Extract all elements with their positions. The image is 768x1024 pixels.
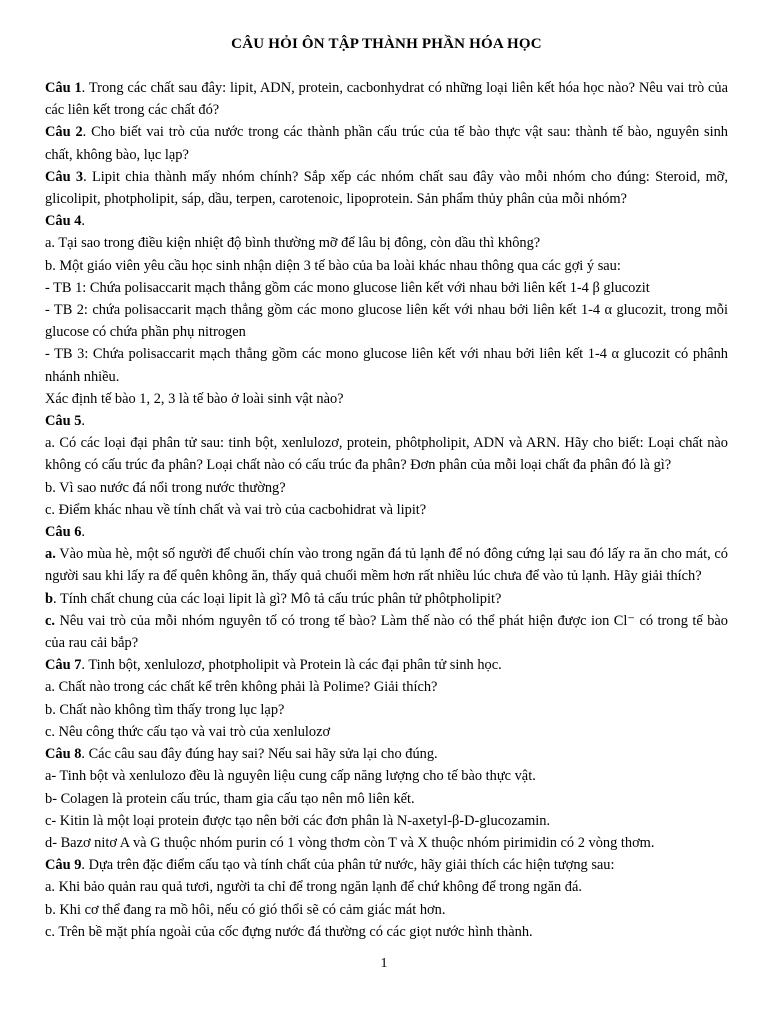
line-text: d- Bazơ nitơ A và G thuộc nhóm purin có 1 vòng thơm còn T và X thuộc nhóm pirimidin có 2 vòng thơm. [45, 834, 655, 851]
question-label: Câu 1 [45, 80, 82, 96]
line-text: b- Colagen là protein cấu trúc, tham gia cấu tạo nên mô liên kết. [45, 790, 415, 807]
line-text: a. Chất nào trong các chất kể trên không phải là Polime? Giải thích? [45, 679, 438, 696]
line-text: . Tính chất chung của các loại lipit là gì? Mô tả cấu trúc phân tử phôtpholipit? [53, 590, 502, 607]
question-list [45, 77, 728, 943]
text-line [45, 876, 728, 898]
line-text: a. Tại sao trong điều kiện nhiệt độ bình thường mỡ để lâu bị đông, còn dầu thì không? [45, 235, 541, 252]
text-line [45, 232, 728, 254]
text-line [45, 676, 728, 698]
line-text: . Tinh bột, xenlulozơ, photpholipit và Protein là các đại phân tử sinh học. [81, 657, 502, 674]
line-text: . Lipit chia thành mấy nhóm chính? Sắp xếp các nhóm chất sau đây vào mỗi nhóm cho đúng: Steroid, mỡ, glicolipit, photpholipit, sáp, dầu, terpen, carotenoic, lipoprotein. Sản phẩm thủy phân của mỗi nhóm? [45, 168, 728, 208]
line-text: a. Có các loại đại phân tử sau: tinh bột, xenlulozơ, protein, phôtpholipit, ADN và ARN. Hãy cho biết: Loại chất nào không có cấu trúc đa phân? Loại chất nào có cấu trúc đa phân? Đơn phân của mỗi loại chất đa phân đó là gì? [45, 435, 728, 474]
line-text: b. Một giáo viên yêu cầu học sinh nhận diện 3 tế bào của ba loài khác nhau thông qua các gợi ý sau: [45, 257, 621, 274]
line-text: - TB 2: chứa polisaccarit mạch thẳng gồm các mono glucose liên kết với nhau bởi liên kết 1-4 α glucozit, trong mỗi glucose có chứa phần phụ nitrogen [45, 302, 728, 341]
question-label: Câu 4 [45, 213, 82, 230]
question-label: a. [45, 546, 56, 563]
question-label: c. [45, 612, 55, 629]
text-line [45, 588, 728, 610]
page-number: 1 [380, 956, 388, 971]
question-label: b [45, 590, 54, 607]
text-line [45, 410, 728, 432]
page-title: CÂU HỎI ÔN TẬP THÀNH PHẦN HÓA HỌC [231, 36, 542, 52]
line-text: c. Trên bề mặt phía ngoài của cốc đựng nước đá thường có các giọt nước hình thành. [45, 923, 533, 940]
text-line [45, 832, 728, 854]
text-line [45, 743, 728, 765]
text-line [45, 921, 728, 943]
text-line [45, 77, 728, 121]
line-text: . [81, 213, 85, 230]
line-text: . [81, 413, 85, 430]
line-text: b. Chất nào không tìm thấy trong lục lạp? [45, 701, 285, 718]
text-line [45, 388, 728, 410]
question-label: Câu 9 [45, 857, 82, 874]
line-text: a- Tinh bột và xenlulozo đều là nguyên liệu cung cấp năng lượng cho tế bào thực vật. [45, 768, 536, 785]
text-line [45, 810, 728, 832]
line-text: . Dựa trên đặc điểm cấu tạo và tính chất của phân tử nước, hãy giải thích các hiện tượng sau: [81, 857, 615, 874]
text-line [45, 432, 728, 476]
text-line [45, 765, 728, 787]
text-line [45, 477, 728, 499]
question-label: Câu 5 [45, 413, 82, 430]
text-line [45, 543, 728, 587]
text-line [45, 654, 728, 676]
line-text: a. Khi bảo quản rau quả tươi, người ta chỉ để trong ngăn lạnh để chứ không để trong ngăn đá. [45, 879, 582, 896]
text-line [45, 699, 728, 721]
line-text: b. Khi cơ thể đang ra mồ hôi, nếu có gió thổi sẽ có cảm giác mát hơn. [45, 901, 446, 918]
line-text: - TB 3: Chứa polisaccarit mạch thẳng gồm các mono glucose liên kết với nhau bởi liên kết 1-4 α glucozit có phânh nhánh nhiều. [45, 346, 728, 385]
text-line [45, 166, 728, 210]
question-label: Câu 8 [45, 746, 82, 763]
line-text: . [81, 524, 85, 541]
text-line [45, 255, 728, 277]
text-line [45, 210, 728, 232]
text-line [45, 788, 728, 810]
line-text: . Các câu sau đây đúng hay sai? Nếu sai hãy sửa lại cho đúng. [81, 746, 438, 763]
text-line [45, 899, 728, 921]
line-text: . Cho biết vai trò của nước trong các thành phần cấu trúc của tế bào thực vật sau: thành tế bào, nguyên sinh chất, không bào, lục lạp? [45, 124, 728, 163]
text-line [45, 343, 728, 387]
text-line [45, 610, 728, 654]
line-text: c. Điểm khác nhau về tính chất và vai trò của cacbohidrat và lipit? [45, 501, 427, 518]
line-text: c. Nêu công thức cấu tạo và vai trò của xenlulozơ [45, 723, 331, 740]
text-line [45, 499, 728, 521]
text-line [45, 854, 728, 876]
question-label: Câu 7 [45, 657, 82, 674]
question-label: Câu 2 [45, 124, 83, 141]
line-text: Nêu vai trò của mỗi nhóm nguyên tố có trong tế bào? Làm thế nào có thể phát hiện được ion Cl⁻ có trong tế bào của rau cải bắp? [45, 612, 728, 652]
line-text: b. Vì sao nước đá nổi trong nước thường? [45, 479, 286, 496]
line-text: c- Kitin là một loại protein được tạo nên bởi các đơn phân là N-axetyl-β-D-glucozamin. [45, 812, 551, 829]
line-text: - TB 1: Chứa polisaccarit mạch thẳng gồm các mono glucose liên kết với nhau bởi liên kết 1-4 β glucozit [45, 279, 650, 296]
line-text: Vào mùa hè, một số người để chuối chín vào trong ngăn đá tủ lạnh để nó đông cứng lại sau đó lấy ra ăn cho mát, có người sau khi lấy ra để quên không ăn, thấy quả chuối mềm hơn rất nhiều lúc chưa để vào tủ lạnh. Hãy giải thích? [45, 546, 728, 585]
line-text: Xác định tế bào 1, 2, 3 là tế bào ở loài sinh vật nào? [45, 390, 344, 407]
question-label: Câu 3 [45, 168, 84, 185]
text-line [45, 121, 728, 165]
question-label: Câu 6 [45, 524, 82, 541]
text-line [45, 521, 728, 543]
text-line [45, 277, 728, 299]
text-line [45, 299, 728, 343]
line-text: . Trong các chất sau đây: lipit, ADN, protein, cacbonhydrat có những loại liên kết hóa học nào? Nêu vai trò của các liên kết trong các chất đó? [45, 80, 728, 119]
text-line [45, 721, 728, 743]
